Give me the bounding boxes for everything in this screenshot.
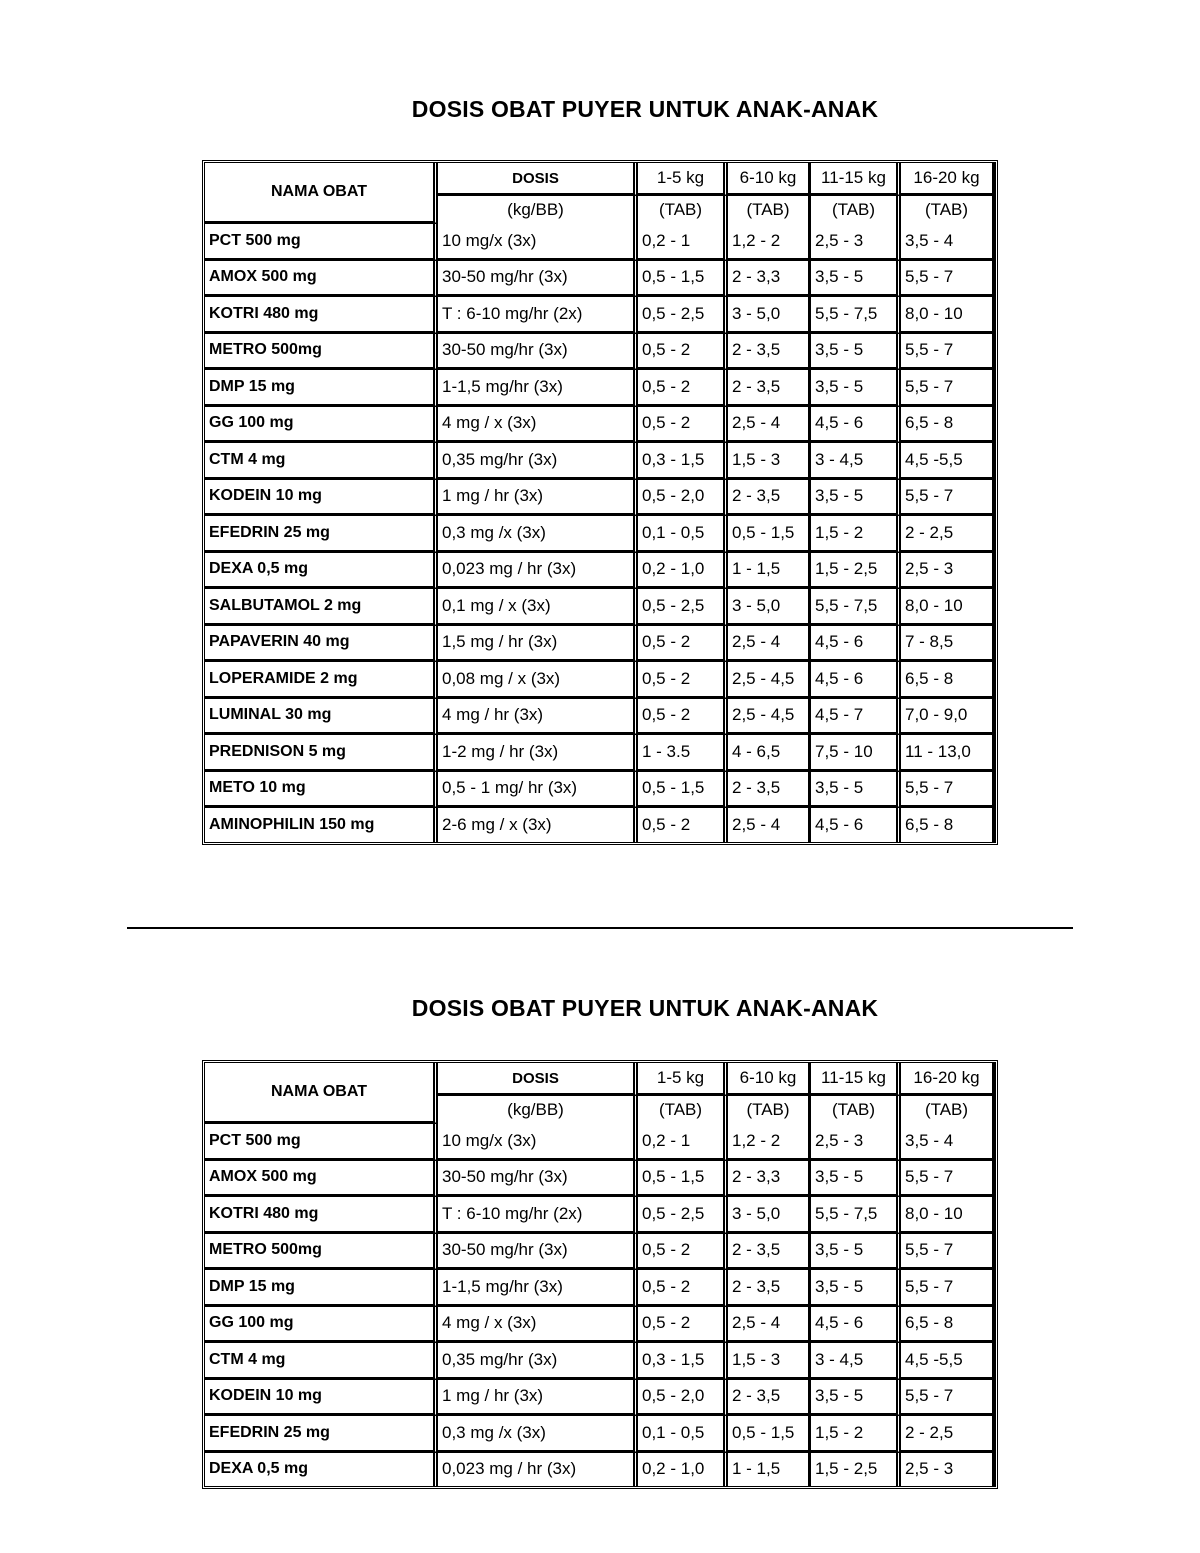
dose-16-20-kg: 5,5 - 7 bbox=[901, 1161, 995, 1198]
header-tab: (TAB) bbox=[811, 1096, 901, 1124]
dose-16-20-kg: 5,5 - 7 bbox=[901, 480, 995, 517]
dose-per-kg: 0,023 mg / hr (3x) bbox=[438, 1453, 638, 1487]
header-weight-11-15: 11-15 kg bbox=[811, 163, 901, 196]
dose-16-20-kg: 5,5 - 7 bbox=[901, 772, 995, 809]
table-row bbox=[205, 1197, 995, 1234]
header-weight-16-20: 16-20 kg bbox=[901, 163, 995, 196]
drug-name: CTM 4 mg bbox=[205, 1343, 438, 1380]
dose-11-15-kg: 1,5 - 2,5 bbox=[811, 553, 901, 590]
dose-11-15-kg: 4,5 - 6 bbox=[811, 626, 901, 663]
dose-per-kg: 30-50 mg/hr (3x) bbox=[438, 1234, 638, 1271]
dose-6-10-kg: 2 - 3,3 bbox=[728, 261, 811, 298]
dose-1-5-kg: 0,5 - 2,5 bbox=[638, 297, 728, 334]
header-weight-1-5: 1-5 kg bbox=[638, 1063, 728, 1096]
header-weight-6-10: 6-10 kg bbox=[728, 163, 811, 196]
header-tab: (TAB) bbox=[638, 196, 728, 224]
header-tab: (TAB) bbox=[901, 196, 995, 224]
dose-1-5-kg: 1 - 3.5 bbox=[638, 735, 728, 772]
dose-1-5-kg: 0,2 - 1,0 bbox=[638, 1453, 728, 1487]
dose-16-20-kg: 6,5 - 8 bbox=[901, 1307, 995, 1344]
dose-per-kg: 30-50 mg/hr (3x) bbox=[438, 1161, 638, 1198]
dose-11-15-kg: 2,5 - 3 bbox=[811, 224, 901, 261]
dose-per-kg: 10 mg/x (3x) bbox=[438, 1124, 638, 1161]
dose-11-15-kg: 3,5 - 5 bbox=[811, 480, 901, 517]
table-row bbox=[205, 1307, 995, 1344]
dose-1-5-kg: 0,5 - 2 bbox=[638, 1234, 728, 1271]
dose-6-10-kg: 2 - 3,5 bbox=[728, 1234, 811, 1271]
header-nama-obat: NAMA OBAT bbox=[205, 1063, 438, 1124]
header-weight-16-20: 16-20 kg bbox=[901, 1063, 995, 1096]
dose-16-20-kg: 5,5 - 7 bbox=[901, 261, 995, 298]
table-row bbox=[205, 407, 995, 444]
header-tab: (TAB) bbox=[901, 1096, 995, 1124]
drug-name: AMOX 500 mg bbox=[205, 261, 438, 298]
table-row bbox=[205, 626, 995, 663]
table-row bbox=[205, 699, 995, 736]
dose-1-5-kg: 0,5 - 1,5 bbox=[638, 772, 728, 809]
dose-16-20-kg: 6,5 - 8 bbox=[901, 662, 995, 699]
table-row bbox=[205, 334, 995, 371]
drug-name: LOPERAMIDE 2 mg bbox=[205, 662, 438, 699]
dose-16-20-kg: 5,5 - 7 bbox=[901, 370, 995, 407]
dose-per-kg: 4 mg / x (3x) bbox=[438, 407, 638, 444]
table-row bbox=[205, 1161, 995, 1198]
dose-16-20-kg: 4,5 -5,5 bbox=[901, 1343, 995, 1380]
dose-6-10-kg: 0,5 - 1,5 bbox=[728, 1416, 811, 1453]
drug-name: DMP 15 mg bbox=[205, 1270, 438, 1307]
table-row bbox=[205, 297, 995, 334]
table-row bbox=[205, 516, 995, 553]
dose-11-15-kg: 5,5 - 7,5 bbox=[811, 589, 901, 626]
drug-name: SALBUTAMOL 2 mg bbox=[205, 589, 438, 626]
dose-1-5-kg: 0,2 - 1,0 bbox=[638, 553, 728, 590]
drug-name: AMOX 500 mg bbox=[205, 1161, 438, 1198]
dose-6-10-kg: 2 - 3,5 bbox=[728, 334, 811, 371]
dose-11-15-kg: 1,5 - 2 bbox=[811, 1416, 901, 1453]
dose-1-5-kg: 0,5 - 2 bbox=[638, 334, 728, 371]
dose-1-5-kg: 0,1 - 0,5 bbox=[638, 516, 728, 553]
dose-11-15-kg: 3,5 - 5 bbox=[811, 261, 901, 298]
dose-per-kg: 0,1 mg / x (3x) bbox=[438, 589, 638, 626]
table-row bbox=[205, 1416, 995, 1453]
dose-per-kg: 4 mg / x (3x) bbox=[438, 1307, 638, 1344]
drug-name: METRO 500mg bbox=[205, 1234, 438, 1271]
dose-6-10-kg: 1,5 - 3 bbox=[728, 443, 811, 480]
dose-6-10-kg: 2 - 3,3 bbox=[728, 1161, 811, 1198]
dose-1-5-kg: 0,5 - 2,0 bbox=[638, 480, 728, 517]
table-row bbox=[205, 1270, 995, 1307]
header-weight-6-10: 6-10 kg bbox=[728, 1063, 811, 1096]
drug-name: KOTRI 480 mg bbox=[205, 297, 438, 334]
dose-11-15-kg: 4,5 - 7 bbox=[811, 699, 901, 736]
dose-16-20-kg: 2,5 - 3 bbox=[901, 553, 995, 590]
drug-name: CTM 4 mg bbox=[205, 443, 438, 480]
drug-name: KOTRI 480 mg bbox=[205, 1197, 438, 1234]
dosage-table bbox=[202, 160, 998, 845]
dose-1-5-kg: 0,5 - 2,5 bbox=[638, 1197, 728, 1234]
table-row bbox=[205, 1380, 995, 1417]
dose-6-10-kg: 4 - 6,5 bbox=[728, 735, 811, 772]
dose-per-kg: T : 6-10 mg/hr (2x) bbox=[438, 297, 638, 334]
dose-11-15-kg: 3 - 4,5 bbox=[811, 1343, 901, 1380]
table-row bbox=[205, 1343, 995, 1380]
header-row bbox=[205, 1063, 995, 1096]
drug-name: PREDNISON 5 mg bbox=[205, 735, 438, 772]
table-row bbox=[205, 662, 995, 699]
dose-16-20-kg: 7,0 - 9,0 bbox=[901, 699, 995, 736]
dose-6-10-kg: 2 - 3,5 bbox=[728, 1380, 811, 1417]
dose-6-10-kg: 2,5 - 4 bbox=[728, 407, 811, 444]
dose-6-10-kg: 2,5 - 4,5 bbox=[728, 662, 811, 699]
dosage-table-repeat bbox=[202, 1060, 998, 1489]
header-weight-1-5: 1-5 kg bbox=[638, 163, 728, 196]
drug-name: DEXA 0,5 mg bbox=[205, 553, 438, 590]
dose-1-5-kg: 0,5 - 2,0 bbox=[638, 1380, 728, 1417]
dose-11-15-kg: 4,5 - 6 bbox=[811, 407, 901, 444]
dose-11-15-kg: 4,5 - 6 bbox=[811, 662, 901, 699]
dose-per-kg: 30-50 mg/hr (3x) bbox=[438, 334, 638, 371]
dose-1-5-kg: 0,5 - 2 bbox=[638, 662, 728, 699]
drug-name: AMINOPHILIN 150 mg bbox=[205, 808, 438, 842]
dose-16-20-kg: 5,5 - 7 bbox=[901, 1380, 995, 1417]
dose-per-kg: 0,08 mg / x (3x) bbox=[438, 662, 638, 699]
dose-per-kg: 1 mg / hr (3x) bbox=[438, 480, 638, 517]
dose-11-15-kg: 3,5 - 5 bbox=[811, 334, 901, 371]
dose-per-kg: 0,023 mg / hr (3x) bbox=[438, 553, 638, 590]
dose-16-20-kg: 8,0 - 10 bbox=[901, 589, 995, 626]
dose-11-15-kg: 4,5 - 6 bbox=[811, 808, 901, 842]
dose-per-kg: 1 mg / hr (3x) bbox=[438, 1380, 638, 1417]
drug-name: DMP 15 mg bbox=[205, 370, 438, 407]
table-row bbox=[205, 370, 995, 407]
dose-6-10-kg: 2,5 - 4,5 bbox=[728, 699, 811, 736]
drug-name: GG 100 mg bbox=[205, 1307, 438, 1344]
table-row bbox=[205, 735, 995, 772]
header-tab: (TAB) bbox=[728, 1096, 811, 1124]
dose-11-15-kg: 3,5 - 5 bbox=[811, 1234, 901, 1271]
dose-per-kg: 0,35 mg/hr (3x) bbox=[438, 1343, 638, 1380]
header-dosis: DOSIS bbox=[438, 1063, 638, 1096]
dose-16-20-kg: 6,5 - 8 bbox=[901, 407, 995, 444]
dose-16-20-kg: 11 - 13,0 bbox=[901, 735, 995, 772]
table-row bbox=[205, 553, 995, 590]
dose-16-20-kg: 5,5 - 7 bbox=[901, 1234, 995, 1271]
table-row bbox=[205, 443, 995, 480]
dose-6-10-kg: 1 - 1,5 bbox=[728, 1453, 811, 1487]
dose-16-20-kg: 6,5 - 8 bbox=[901, 808, 995, 842]
table-row bbox=[205, 1124, 995, 1161]
dose-16-20-kg: 2,5 - 3 bbox=[901, 1453, 995, 1487]
dose-1-5-kg: 0,3 - 1,5 bbox=[638, 443, 728, 480]
dose-16-20-kg: 3,5 - 4 bbox=[901, 224, 995, 261]
dose-per-kg: 1,5 mg / hr (3x) bbox=[438, 626, 638, 663]
page-title: DOSIS OBAT PUYER UNTUK ANAK-ANAK bbox=[411, 96, 879, 122]
dose-16-20-kg: 5,5 - 7 bbox=[901, 1270, 995, 1307]
dose-16-20-kg: 2 - 2,5 bbox=[901, 516, 995, 553]
drug-name: PAPAVERIN 40 mg bbox=[205, 626, 438, 663]
dose-1-5-kg: 0,5 - 2 bbox=[638, 626, 728, 663]
dose-6-10-kg: 2,5 - 4 bbox=[728, 1307, 811, 1344]
drug-name: KODEIN 10 mg bbox=[205, 1380, 438, 1417]
dose-11-15-kg: 3 - 4,5 bbox=[811, 443, 901, 480]
dose-6-10-kg: 2 - 3,5 bbox=[728, 772, 811, 809]
table-row bbox=[205, 772, 995, 809]
table-row bbox=[205, 480, 995, 517]
dose-16-20-kg: 2 - 2,5 bbox=[901, 1416, 995, 1453]
dose-6-10-kg: 1,5 - 3 bbox=[728, 1343, 811, 1380]
drug-name: KODEIN 10 mg bbox=[205, 480, 438, 517]
drug-name: METO 10 mg bbox=[205, 772, 438, 809]
dose-11-15-kg: 5,5 - 7,5 bbox=[811, 297, 901, 334]
drug-name: EFEDRIN 25 mg bbox=[205, 1416, 438, 1453]
table-row bbox=[205, 1453, 995, 1487]
drug-name: DEXA 0,5 mg bbox=[205, 1453, 438, 1487]
dose-11-15-kg: 3,5 - 5 bbox=[811, 1380, 901, 1417]
dose-1-5-kg: 0,2 - 1 bbox=[638, 224, 728, 261]
dose-6-10-kg: 3 - 5,0 bbox=[728, 297, 811, 334]
dose-16-20-kg: 8,0 - 10 bbox=[901, 297, 995, 334]
dose-11-15-kg: 7,5 - 10 bbox=[811, 735, 901, 772]
header-weight-11-15: 11-15 kg bbox=[811, 1063, 901, 1096]
header-nama-obat: NAMA OBAT bbox=[205, 163, 438, 224]
dose-16-20-kg: 8,0 - 10 bbox=[901, 1197, 995, 1234]
header-row bbox=[205, 163, 995, 196]
dose-6-10-kg: 3 - 5,0 bbox=[728, 1197, 811, 1234]
header-dosis-unit: (kg/BB) bbox=[438, 196, 638, 224]
dose-per-kg: 1-1,5 mg/hr (3x) bbox=[438, 1270, 638, 1307]
dose-6-10-kg: 2 - 3,5 bbox=[728, 370, 811, 407]
dose-16-20-kg: 5,5 - 7 bbox=[901, 334, 995, 371]
dose-11-15-kg: 3,5 - 5 bbox=[811, 1161, 901, 1198]
dose-per-kg: 10 mg/x (3x) bbox=[438, 224, 638, 261]
dose-1-5-kg: 0,5 - 1,5 bbox=[638, 1161, 728, 1198]
dose-1-5-kg: 0,5 - 2 bbox=[638, 1270, 728, 1307]
dose-1-5-kg: 0,5 - 2 bbox=[638, 370, 728, 407]
dose-per-kg: 0,3 mg /x (3x) bbox=[438, 516, 638, 553]
dose-per-kg: 2-6 mg / x (3x) bbox=[438, 808, 638, 842]
dose-per-kg: 1-1,5 mg/hr (3x) bbox=[438, 370, 638, 407]
dose-6-10-kg: 2 - 3,5 bbox=[728, 480, 811, 517]
drug-name: EFEDRIN 25 mg bbox=[205, 516, 438, 553]
drug-name: PCT 500 mg bbox=[205, 224, 438, 261]
drug-name: METRO 500mg bbox=[205, 334, 438, 371]
dose-11-15-kg: 1,5 - 2,5 bbox=[811, 1453, 901, 1487]
dose-1-5-kg: 0,1 - 0,5 bbox=[638, 1416, 728, 1453]
dose-1-5-kg: 0,5 - 1,5 bbox=[638, 261, 728, 298]
dose-6-10-kg: 3 - 5,0 bbox=[728, 589, 811, 626]
table-row bbox=[205, 224, 995, 261]
dose-6-10-kg: 2,5 - 4 bbox=[728, 626, 811, 663]
dose-11-15-kg: 2,5 - 3 bbox=[811, 1124, 901, 1161]
dose-6-10-kg: 2,5 - 4 bbox=[728, 808, 811, 842]
dose-1-5-kg: 0,5 - 2,5 bbox=[638, 589, 728, 626]
dose-1-5-kg: 0,5 - 2 bbox=[638, 1307, 728, 1344]
table-row bbox=[205, 1234, 995, 1271]
dose-6-10-kg: 1,2 - 2 bbox=[728, 1124, 811, 1161]
dose-6-10-kg: 1 - 1,5 bbox=[728, 553, 811, 590]
drug-name: PCT 500 mg bbox=[205, 1124, 438, 1161]
dose-per-kg: 1-2 mg / hr (3x) bbox=[438, 735, 638, 772]
dose-16-20-kg: 3,5 - 4 bbox=[901, 1124, 995, 1161]
dose-per-kg: 4 mg / hr (3x) bbox=[438, 699, 638, 736]
header-dosis: DOSIS bbox=[438, 163, 638, 196]
dose-11-15-kg: 1,5 - 2 bbox=[811, 516, 901, 553]
dose-6-10-kg: 1,2 - 2 bbox=[728, 224, 811, 261]
dose-1-5-kg: 0,2 - 1 bbox=[638, 1124, 728, 1161]
dose-per-kg: 0,3 mg /x (3x) bbox=[438, 1416, 638, 1453]
table-row bbox=[205, 261, 995, 298]
dose-1-5-kg: 0,5 - 2 bbox=[638, 407, 728, 444]
drug-name: GG 100 mg bbox=[205, 407, 438, 444]
dose-per-kg: T : 6-10 mg/hr (2x) bbox=[438, 1197, 638, 1234]
header-tab: (TAB) bbox=[728, 196, 811, 224]
dose-1-5-kg: 0,5 - 2 bbox=[638, 808, 728, 842]
dose-11-15-kg: 4,5 - 6 bbox=[811, 1307, 901, 1344]
table-row bbox=[205, 808, 995, 842]
dose-1-5-kg: 0,5 - 2 bbox=[638, 699, 728, 736]
dose-6-10-kg: 0,5 - 1,5 bbox=[728, 516, 811, 553]
table-row bbox=[205, 589, 995, 626]
drug-name: LUMINAL 30 mg bbox=[205, 699, 438, 736]
page-title-repeat: DOSIS OBAT PUYER UNTUK ANAK-ANAK bbox=[411, 995, 879, 1021]
header-dosis-unit: (kg/BB) bbox=[438, 1096, 638, 1124]
header-tab: (TAB) bbox=[638, 1096, 728, 1124]
dose-16-20-kg: 7 - 8,5 bbox=[901, 626, 995, 663]
dose-16-20-kg: 4,5 -5,5 bbox=[901, 443, 995, 480]
dose-per-kg: 0,5 - 1 mg/ hr (3x) bbox=[438, 772, 638, 809]
dose-per-kg: 0,35 mg/hr (3x) bbox=[438, 443, 638, 480]
dose-per-kg: 30-50 mg/hr (3x) bbox=[438, 261, 638, 298]
header-tab: (TAB) bbox=[811, 196, 901, 224]
dose-1-5-kg: 0,3 - 1,5 bbox=[638, 1343, 728, 1380]
dose-11-15-kg: 3,5 - 5 bbox=[811, 1270, 901, 1307]
dose-11-15-kg: 3,5 - 5 bbox=[811, 772, 901, 809]
dose-11-15-kg: 3,5 - 5 bbox=[811, 370, 901, 407]
dose-11-15-kg: 5,5 - 7,5 bbox=[811, 1197, 901, 1234]
dose-6-10-kg: 2 - 3,5 bbox=[728, 1270, 811, 1307]
section-divider bbox=[127, 927, 1073, 929]
